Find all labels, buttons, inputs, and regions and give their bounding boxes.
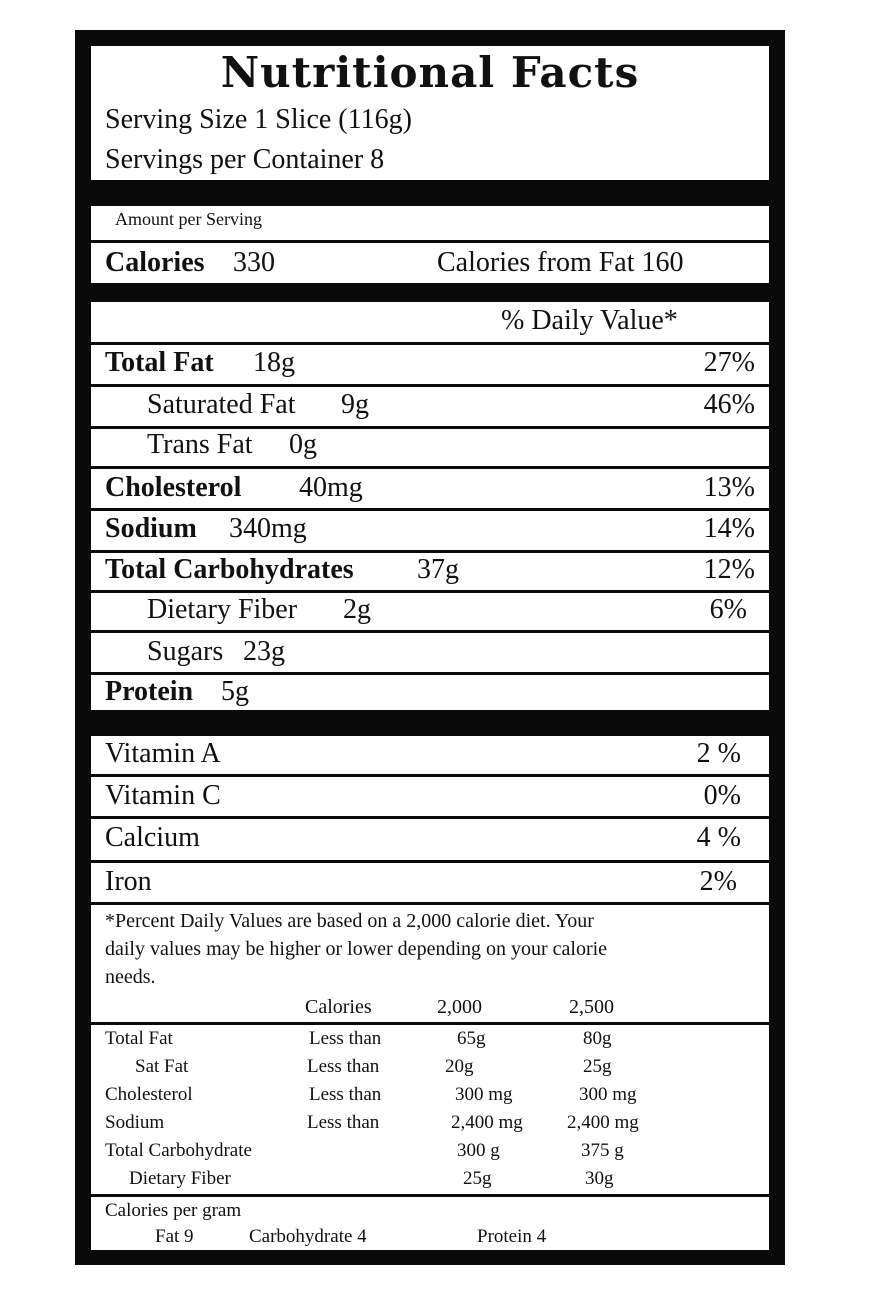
divider — [91, 342, 769, 345]
calories-panel — [91, 206, 769, 283]
divider — [91, 590, 769, 593]
dv-row-2500: 25g — [583, 1056, 612, 1077]
daily-value-header: % Daily Value* — [501, 305, 678, 336]
vitamin-name: Calcium — [105, 822, 200, 853]
per-gram-fat: Fat 9 — [155, 1226, 194, 1247]
vitamin-name: Vitamin A — [105, 738, 221, 769]
footnote-line: needs. — [105, 966, 156, 988]
divider — [91, 672, 769, 675]
divider — [91, 630, 769, 633]
calories-label: Calories — [105, 247, 205, 278]
calories-per-gram-title: Calories per gram — [105, 1200, 242, 1221]
divider — [91, 816, 769, 819]
dv-row-label: Cholesterol — [105, 1084, 193, 1105]
serving-size: Serving Size 1 Slice (116g) — [105, 104, 412, 135]
per-gram-carbohydrate: Carbohydrate 4 — [249, 1226, 367, 1247]
dv-header-2500: 2,500 — [569, 996, 614, 1018]
amount-per-serving: Amount per Serving — [115, 209, 262, 229]
dv-row-2500: 300 mg — [579, 1084, 637, 1105]
dv-row-label: Total Carbohydrate — [105, 1140, 252, 1161]
dv-header-2000: 2,000 — [437, 996, 482, 1018]
dv-row-label: Sat Fat — [135, 1056, 189, 1077]
vitamin-dv: 0% — [703, 780, 741, 811]
nutrient-dv: 46% — [703, 389, 755, 420]
vitamin-name: Vitamin C — [105, 780, 221, 811]
nutrient-amount: 5g — [221, 676, 249, 707]
divider — [91, 1194, 769, 1197]
dv-row-2500: 30g — [585, 1168, 614, 1189]
dv-row-2500: 375 g — [581, 1140, 624, 1161]
dv-row-2500: 2,400 mg — [567, 1112, 639, 1133]
divider — [91, 902, 769, 905]
divider — [91, 550, 769, 553]
nutrient-dv: 14% — [703, 513, 755, 544]
vitamin-dv: 2 % — [696, 738, 741, 769]
dv-row-qualifier: Less than — [309, 1084, 382, 1105]
footnote-line: *Percent Daily Values are based on a 2,000 calorie diet. Your — [105, 910, 594, 932]
nutrient-name: Total Fat — [105, 347, 214, 378]
calories-value: 330 — [233, 247, 275, 278]
nutrient-amount: 37g — [417, 554, 459, 585]
dv-row-2000: 20g — [445, 1056, 474, 1077]
dv-header-calories: Calories — [305, 996, 372, 1018]
dv-row-2000: 65g — [457, 1028, 486, 1049]
nutrient-amount: 9g — [341, 389, 369, 420]
nutrient-amount: 18g — [253, 347, 295, 378]
dv-row-2000: 25g — [463, 1168, 492, 1189]
divider — [91, 1022, 769, 1025]
nutrients-panel — [91, 302, 769, 710]
nutrient-name: Protein — [105, 676, 194, 707]
dv-row-label: Sodium — [105, 1112, 165, 1133]
nutrient-dv: 12% — [703, 554, 755, 585]
vitamins-panel — [91, 736, 769, 1250]
nutrient-amount: 23g — [243, 636, 285, 667]
calories-from-fat: Calories from Fat 160 — [437, 247, 684, 278]
dv-row-qualifier: Less than — [307, 1056, 380, 1077]
per-gram-protein: Protein 4 — [477, 1226, 547, 1247]
nutrient-name: Sugars — [147, 636, 224, 667]
dv-row-2000: 300 g — [457, 1140, 500, 1161]
vitamin-dv: 4 % — [696, 822, 741, 853]
divider — [91, 774, 769, 777]
dv-row-2000: 300 mg — [455, 1084, 513, 1105]
divider — [91, 860, 769, 863]
dv-row-2000: 2,400 mg — [451, 1112, 523, 1133]
nutrient-name: Sodium — [105, 513, 197, 544]
nutrient-amount: 340mg — [229, 513, 307, 544]
footnote-line: daily values may be higher or lower depending on your calorie — [105, 938, 608, 960]
vitamin-dv: 2% — [699, 866, 737, 897]
nutrient-amount: 2g — [343, 594, 371, 625]
nutrient-name: Trans Fat — [147, 429, 253, 460]
dv-row-label: Total Fat — [105, 1028, 173, 1049]
nutrient-dv: 6% — [709, 594, 747, 625]
dv-row-2500: 80g — [583, 1028, 612, 1049]
servings-per-container: Servings per Container 8 — [105, 144, 385, 175]
nutrition-label — [75, 30, 785, 1265]
nutrient-amount: 40mg — [299, 472, 363, 503]
nutrient-dv: 27% — [703, 347, 755, 378]
divider — [91, 240, 769, 243]
divider — [91, 384, 769, 387]
nutrient-dv: 13% — [703, 472, 755, 503]
divider — [91, 466, 769, 469]
nutrient-amount: 0g — [289, 429, 317, 460]
dv-row-qualifier: Less than — [309, 1028, 382, 1049]
nutrient-name: Total Carbohydrates — [105, 554, 354, 585]
dv-row-qualifier: Less than — [307, 1112, 380, 1133]
nutrient-name: Dietary Fiber — [147, 594, 298, 625]
nutrient-name: Saturated Fat — [147, 389, 296, 420]
dv-row-label: Dietary Fiber — [129, 1168, 231, 1189]
header-panel — [91, 46, 769, 180]
label-title: Nutritional Facts — [220, 48, 640, 97]
divider — [91, 508, 769, 511]
nutrient-name: Cholesterol — [105, 472, 242, 503]
vitamin-name: Iron — [105, 866, 152, 897]
